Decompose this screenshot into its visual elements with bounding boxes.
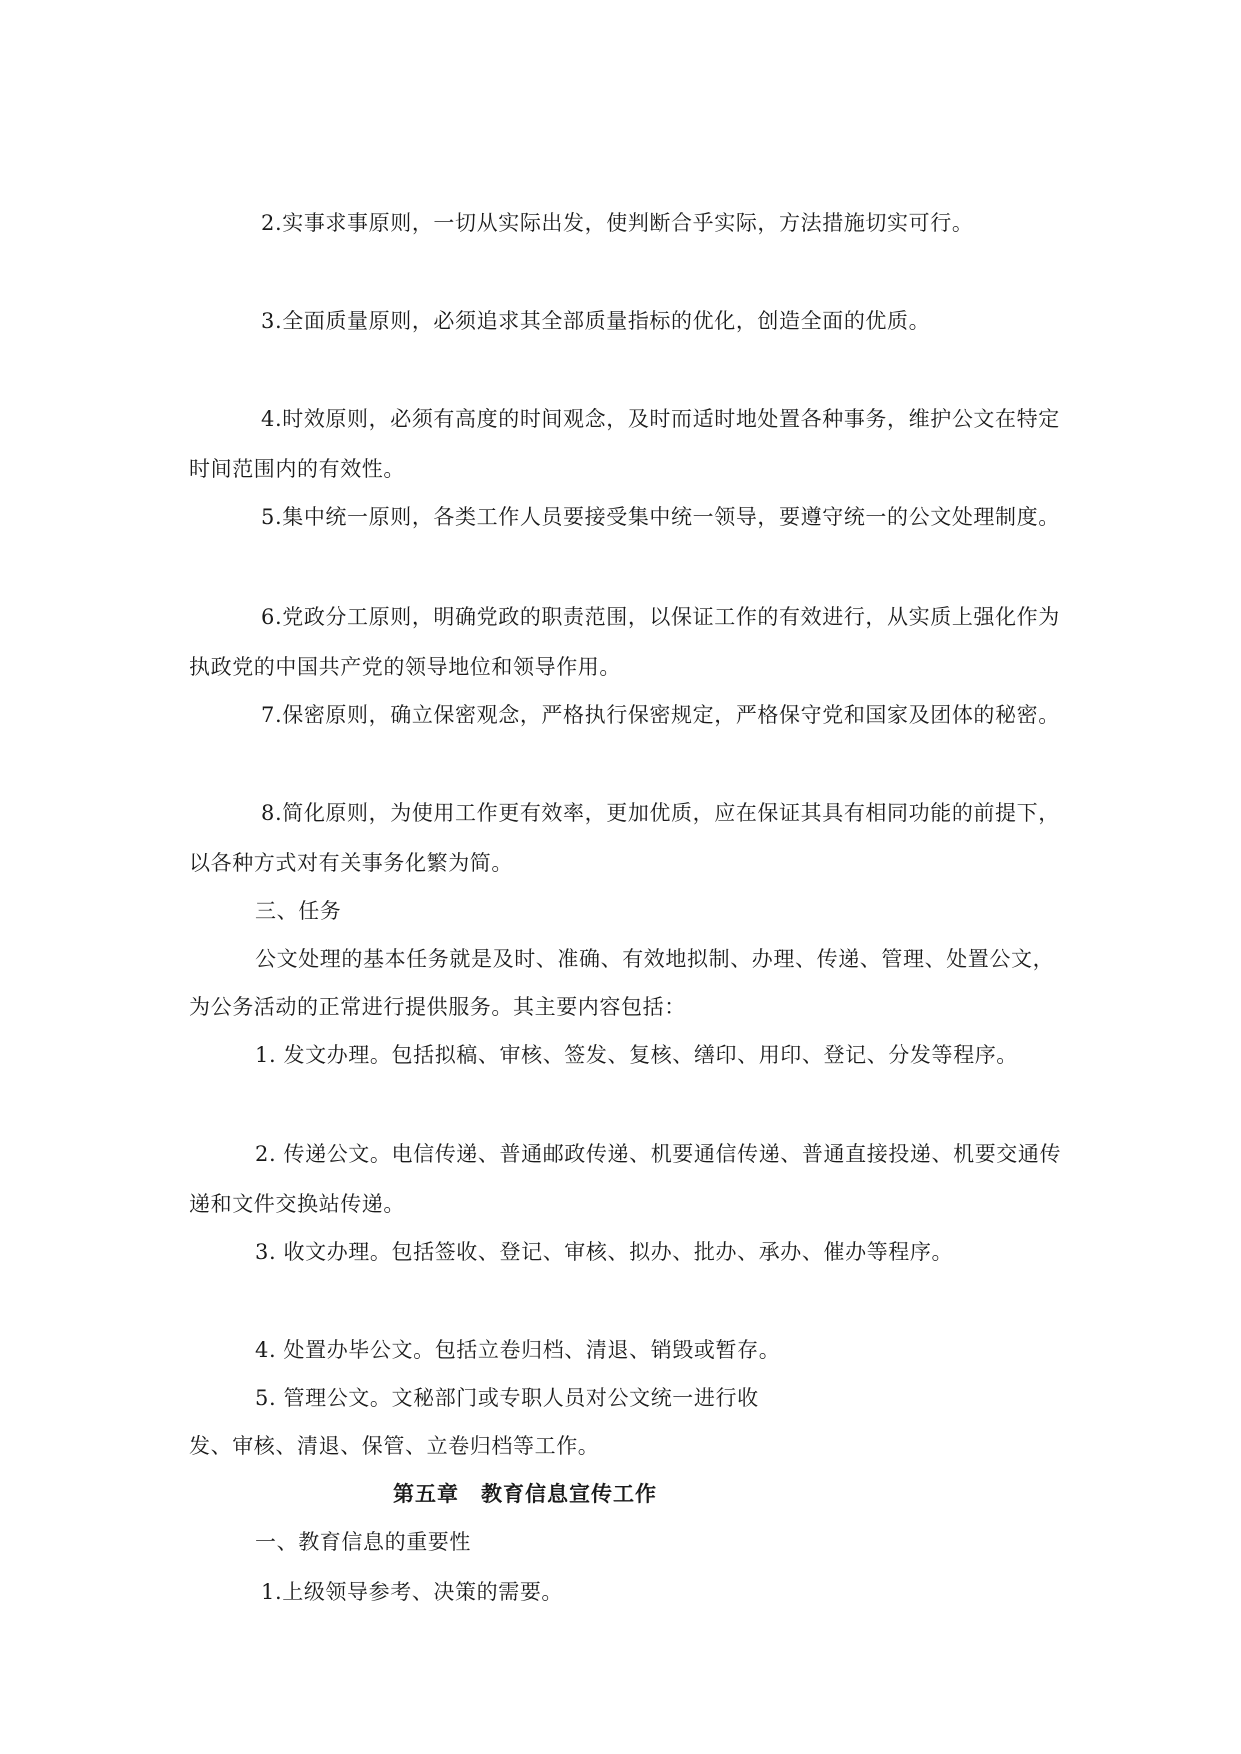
task-1-line: 1. 发文办理。包括拟稿、审核、签发、复核、缮印、用印、登记、分发等程序。 [255,1043,1018,1067]
principle-4-line-1: 4.时效原则，必须有高度的时间观念，及时而适时地处置各种事务，维护公文在特定 [261,407,1060,431]
importance-1-line: 1.上级领导参考、决策的需要。 [261,1580,564,1604]
principle-6-line-2: 执政党的中国共产党的领导地位和领导作用。 [189,655,621,679]
section-importance-heading: 一、教育信息的重要性 [255,1530,471,1554]
task-4-line: 4. 处置办毕公文。包括立卷归档、清退、销毁或暂存。 [255,1338,781,1362]
principle-8-line-2: 以各种方式对有关事务化繁为简。 [189,851,513,875]
task-intro-line-2: 为公务活动的正常进行提供服务。其主要内容包括： [189,995,686,1019]
principle-3-line: 3.全面质量原则，必须追求其全部质量指标的优化，创造全面的优质。 [261,309,931,333]
task-2-line-1: 2. 传递公文。电信传递、普通邮政传递、机要通信传递、普通直接投递、机要交通传 [255,1142,1062,1166]
task-2-line-2: 递和文件交换站传递。 [189,1192,405,1216]
principle-6-line-1: 6.党政分工原则，明确党政的职责范围，以保证工作的有效进行，从实质上强化作为 [261,605,1060,629]
task-intro-line-1: 公文处理的基本任务就是及时、准确、有效地拟制、办理、传递、管理、处置公文， [255,947,1055,971]
principle-4-line-2: 时间范围内的有效性。 [189,457,405,481]
principle-2-line: 2.实事求事原则，一切从实际出发，使判断合乎实际，方法措施切实可行。 [261,211,974,235]
task-3-line: 3. 收文办理。包括签收、登记、审核、拟办、批办、承办、催办等程序。 [255,1240,954,1264]
task-5-line-1: 5. 管理公文。文秘部门或专职人员对公文统一进行收 [255,1386,759,1410]
chapter-5-title: 第五章 教育信息宣传工作 [393,1482,657,1506]
principle-5-line: 5.集中统一原则，各类工作人员要接受集中统一领导，要遵守统一的公文处理制度。 [261,505,1060,529]
task-5-line-2: 发、审核、清退、保管、立卷归档等工作。 [189,1434,600,1458]
principle-7-line: 7.保密原则，确立保密观念，严格执行保密规定，严格保守党和国家及团体的秘密。 [261,703,1060,727]
section-task-heading: 三、任务 [255,899,342,923]
principle-8-line-1: 8.简化原则，为使用工作更有效率，更加优质，应在保证其具有相同功能的前提下， [261,801,1060,825]
